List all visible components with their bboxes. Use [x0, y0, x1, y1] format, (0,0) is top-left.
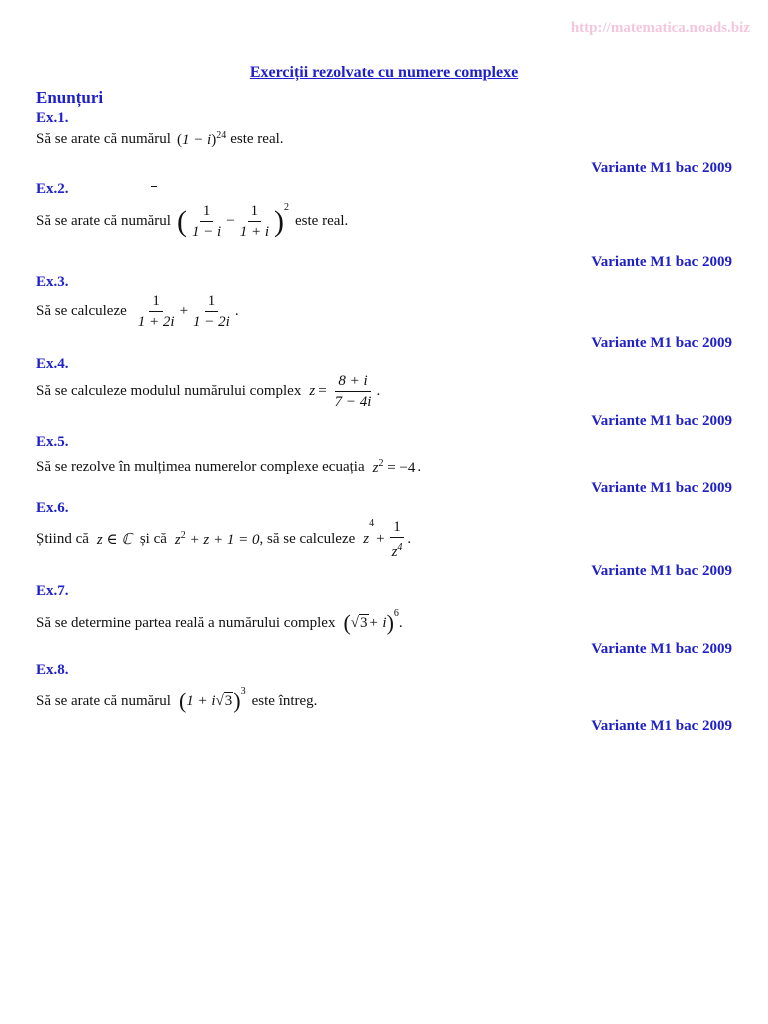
exercise-4-source: Variante M1 bac 2009 [591, 413, 732, 429]
frac-denominator: 7 − 4i [334, 394, 372, 410]
frac-denominator [389, 538, 406, 561]
exercise-6-text-a: Știind că [36, 531, 89, 547]
exercise-1-statement [36, 130, 284, 149]
frac-denominator: 1 − i [191, 224, 222, 240]
exercise-8-source: Variante M1 bac 2009 [591, 718, 732, 734]
exercise-8-exponent: 3 [240, 686, 246, 697]
exercise-7-statement [36, 608, 403, 638]
exercise-5-rhs: = −4 [387, 460, 416, 476]
exercise-3-source: Variante M1 bac 2009 [591, 335, 732, 351]
frac-denominator: 1 + 2i [137, 314, 175, 330]
exercise-4-formula: z = $\frac{8 + i}{7 - 4i}$ [309, 372, 376, 411]
exercise-6-variable: z [174, 532, 181, 548]
exercise-6-text-c: , să se calculeze [259, 531, 356, 547]
exercise-2-source: Variante M1 bac 2009 [591, 254, 732, 270]
exercise-1-label: Ex.1. [36, 110, 69, 126]
exercise-2-statement [36, 202, 348, 241]
exercise-6-set-membership: z ∈ ℂ [96, 532, 132, 548]
exercise-2-formula: ( $\frac{1}{1 - i}$ − $\frac{1}{1 + i}$ ) $^2$ [176, 202, 289, 240]
frac-numerator: 1 [205, 292, 219, 312]
exercise-4-text-b: . [376, 383, 381, 399]
exercise-3-text-b: . [234, 303, 239, 319]
section-heading: Enunțuri [36, 88, 104, 107]
exercise-4-text-a: Să se calculeze modulul numărului complex [36, 383, 302, 399]
exercise-5-variable: z [372, 460, 379, 476]
exercise-6-den-variable: z [391, 544, 398, 560]
exercise-8-formula: ( 1 + i √ 3 ) $^3$ [178, 686, 246, 713]
frac-numerator: 1 [248, 202, 262, 222]
exercise-6-exponent: 2 [180, 530, 186, 541]
header-url[interactable]: http://matematica.noads.biz [570, 20, 750, 36]
exercise-1-formula: $(1 - i)^{24}$ [176, 130, 227, 148]
exercise-8-base: 1 + i [186, 692, 216, 709]
frac-numerator: 1 [200, 202, 214, 222]
exercise-7-text-a: Să se determine partea reală a numărului complex [36, 614, 336, 631]
exercise-7-formula: ( √ 3 + i ) $^6$ [343, 608, 399, 635]
exercise-7-imag: + i [368, 614, 387, 631]
exercise-5-formula [373, 458, 416, 477]
exercise-8-text-b: este întreg. [251, 692, 318, 709]
exercise-5-statement [36, 458, 421, 477]
exercise-5-label: Ex.5. [36, 434, 69, 450]
exercise-7-source: Variante M1 bac 2009 [591, 641, 732, 657]
frac-numerator: 8 + i [335, 372, 370, 392]
exercise-6-exponent: 4 [369, 518, 375, 529]
exercise-7-label: Ex.7. [36, 583, 69, 599]
frac-denominator: 1 − 2i [193, 314, 230, 330]
exercise-8-text-a: Să se arate că numărul [36, 692, 171, 709]
exercise-7-radicand: 3 [360, 615, 368, 631]
exercise-8-statement [36, 686, 317, 716]
exercise-7-text-b: . [398, 614, 403, 631]
exercise-6-text-d: . [407, 531, 412, 547]
exercise-1-exponent: 24 [216, 130, 227, 141]
exercise-6-text-b: și că [139, 531, 167, 547]
exercise-4-statement [36, 372, 380, 411]
exercise-5-text-b: . [417, 459, 422, 475]
frac-numerator: 1 [390, 518, 404, 538]
exercise-7-exponent: 6 [393, 608, 399, 619]
exercise-3-label: Ex.3. [36, 274, 69, 290]
page-title: Exerciții rezolvate cu numere complexe [249, 64, 519, 81]
frac-denominator: 1 + i [239, 224, 269, 240]
exercise-2-exponent: 2 [284, 202, 289, 213]
exercise-5-text-a: Să se rezolve în mulțimea numerelor complexe ecuația [36, 459, 365, 475]
exercise-5-exponent: 2 [378, 458, 384, 469]
exercise-1-base: 1 − i [181, 132, 212, 148]
exercise-6-equation [175, 530, 260, 549]
exercise-3-statement [36, 292, 239, 331]
exercise-1-text-a: Să se arate că numărul [36, 131, 171, 147]
exercise-1-source: Variante M1 bac 2009 [591, 160, 732, 176]
exercise-6-expression: z 4 + $\frac{1}{z^4}$ [363, 518, 407, 561]
exercise-6-label: Ex.6. [36, 500, 69, 516]
frac-numerator: 1 [149, 292, 163, 312]
exercise-8-radicand: 3 [224, 693, 233, 709]
exercise-6-source: Variante M1 bac 2009 [591, 563, 732, 579]
exercise-6-variable: z [363, 531, 370, 547]
exercise-3-formula: $\frac{1}{1 + 2i}$ + $\frac{1}{1 - 2i}$ [133, 292, 235, 331]
exercise-6-statement [36, 518, 411, 561]
exercise-3-text-a: Să se calculeze [36, 303, 127, 319]
exercise-2-label: Ex.2. [36, 181, 69, 197]
exercise-6-equation-rest: + z + 1 = 0 [185, 532, 260, 548]
exercise-5-source: Variante M1 bac 2009 [591, 480, 732, 496]
stray-mark [151, 186, 157, 187]
exercise-8-label: Ex.8. [36, 662, 69, 678]
exercise-4-label: Ex.4. [36, 356, 69, 372]
exercise-6-den-exponent: 4 [397, 542, 403, 553]
exercise-2-text-b: este real. [295, 213, 349, 229]
exercise-2-text-a: Să se arate că numărul [36, 213, 171, 229]
exercise-4-variable: z [309, 383, 316, 399]
exercise-1-text-b: este real. [230, 131, 284, 147]
